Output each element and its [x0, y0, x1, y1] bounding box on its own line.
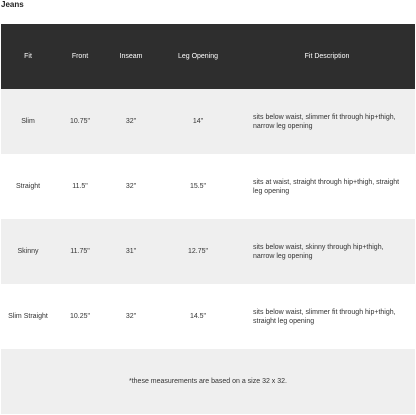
- cell-inseam: 31": [105, 219, 157, 284]
- header-fit-description: Fit Description: [239, 24, 415, 89]
- header-fit: Fit: [1, 24, 55, 89]
- fit-name: Slim Straight: [8, 313, 48, 320]
- table-row: [1, 219, 415, 284]
- cell-fit: [1, 219, 55, 284]
- table-row: [1, 284, 415, 349]
- cell-fit-description: sits at waist, straight through hip+thigh, straight leg opening: [239, 154, 415, 219]
- table-row: [1, 89, 415, 154]
- fit-name: Skinny: [17, 248, 39, 255]
- cell-front: 10.75": [55, 89, 105, 154]
- table-footnote-row: [1, 349, 415, 414]
- fit-name: Straight: [15, 183, 41, 190]
- cell-leg-opening: 14.5": [157, 284, 239, 349]
- cell-fit: [1, 89, 55, 154]
- header-inseam: Inseam: [105, 24, 157, 89]
- size-chart-table: [1, 24, 415, 414]
- page-title: Jeans: [1, 0, 24, 9]
- header-front: Front: [55, 24, 105, 89]
- table-header-row: [1, 24, 415, 89]
- cell-fit: [1, 154, 55, 219]
- cell-fit-description: sits below waist, skinny through hip+thigh, narrow leg opening: [239, 219, 415, 284]
- cell-fit-description: sits below waist, slimmer fit through hip+thigh, narrow leg opening: [239, 89, 415, 154]
- cell-fit: [1, 284, 55, 349]
- header-leg-opening: Leg Opening: [157, 24, 239, 89]
- fit-name: Slim: [21, 118, 35, 125]
- cell-leg-opening: 15.5": [157, 154, 239, 219]
- cell-inseam: 32": [105, 284, 157, 349]
- cell-leg-opening: 12.75": [157, 219, 239, 284]
- cell-inseam: 32": [105, 154, 157, 219]
- cell-fit-description: sits below waist, slimmer fit through hip+thigh, straight leg opening: [239, 284, 415, 349]
- cell-front: 11.5": [55, 154, 105, 219]
- cell-front: 11.75": [55, 219, 105, 284]
- table-row: [1, 154, 415, 219]
- cell-leg-opening: 14": [157, 89, 239, 154]
- cell-front: 10.25": [55, 284, 105, 349]
- measurement-footnote: *these measurements are based on a size 32 x 32.: [1, 349, 415, 414]
- cell-inseam: 32": [105, 89, 157, 154]
